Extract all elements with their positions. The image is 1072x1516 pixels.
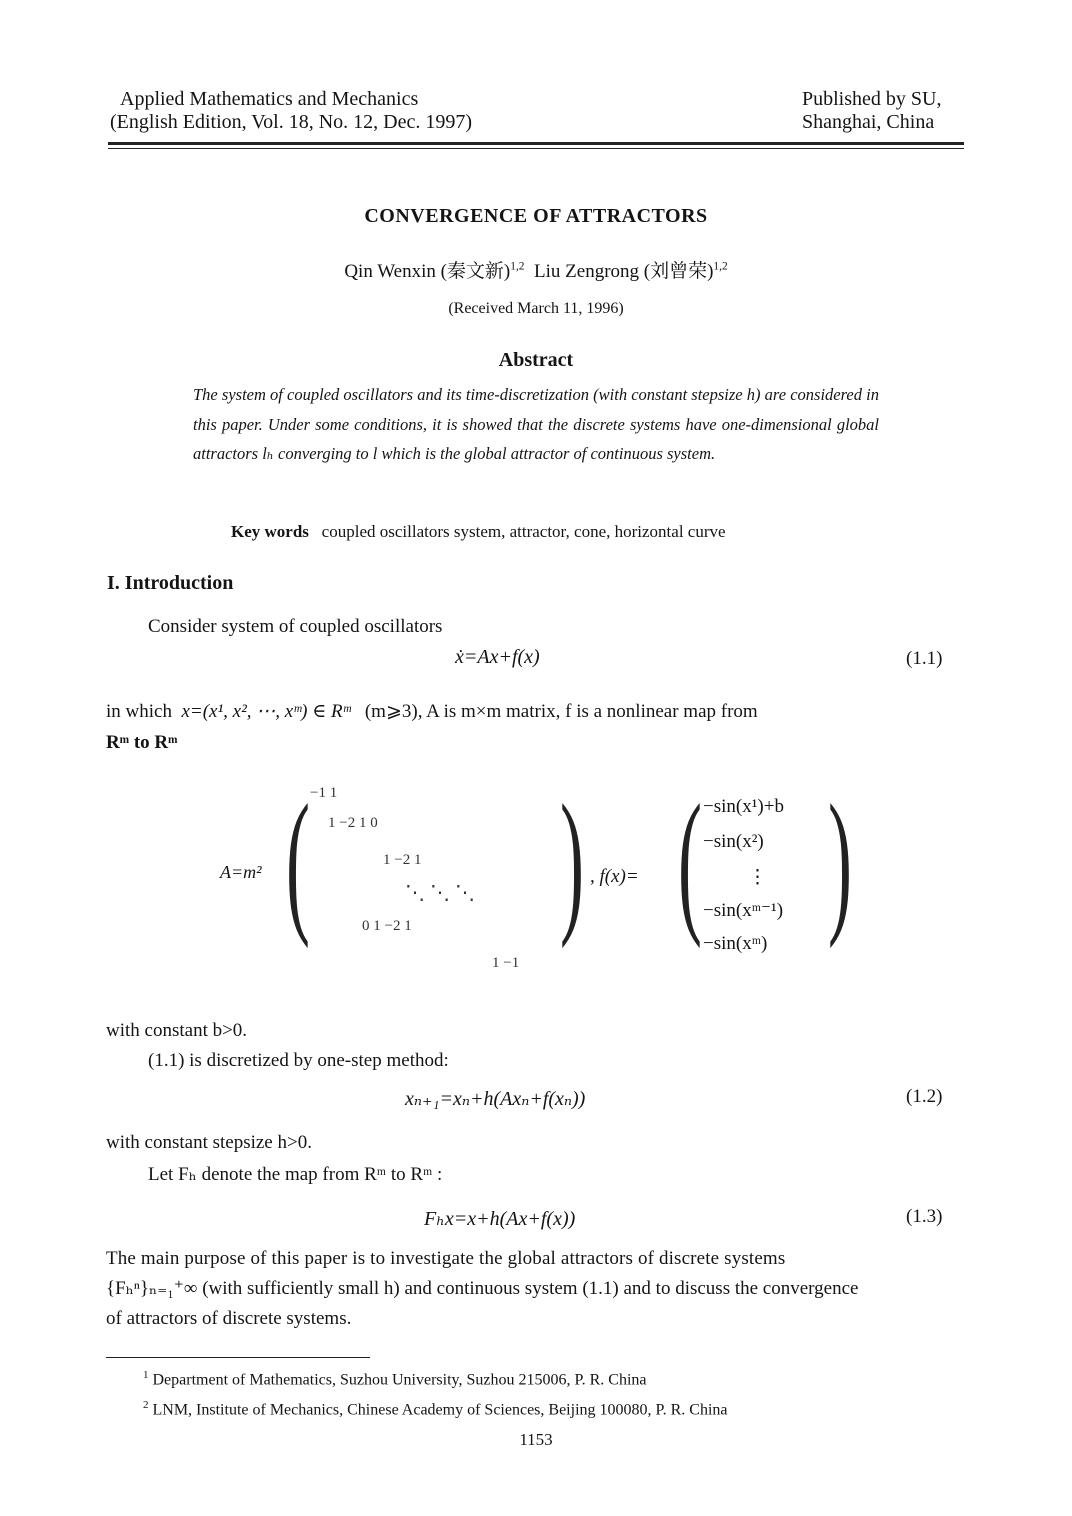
page-number: 1153 (519, 1430, 553, 1449)
intro-paragraph-3: with constant b>0. (106, 1020, 248, 1041)
abstract-text: The system of coupled oscillators and its time-discretization (with constant stepsize h) are considered in this paper. Under some conditions, it is showed that the discrete systems have one-dimensional global attractors lₕ converging to l which is the global attractor of continuous system. (193, 385, 879, 463)
fx-row: −sin(xᵐ⁻¹) (703, 900, 784, 921)
author-2-affiliation: 1,2 (713, 260, 728, 273)
paper-title: CONVERGENCE OF ATTRACTORS (364, 205, 708, 227)
footnote-2-text: LNM, Institute of Mechanics, Chinese Academy of Sciences, Beijing 100080, P. R. China (152, 1401, 728, 1419)
matrix-row: −1 1 (310, 785, 338, 801)
matrix-left-paren: ( (286, 771, 310, 949)
header-rule-thin (108, 148, 964, 149)
journal-name: Applied Mathematics and Mechanics (120, 88, 419, 110)
intro-paragraph-4: (1.1) is discretized by one-step method: (148, 1050, 449, 1071)
intro-paragraph-5: with constant stepsize h>0. (106, 1132, 312, 1153)
publisher-location: Shanghai, China (802, 111, 935, 133)
footnote-1-text: Department of Mathematics, Suzhou University, Suzhou 215006, P. R. China (152, 1371, 647, 1389)
fx-row: ⋮ (748, 867, 767, 888)
equation-1-1: ẋ=Ax+f(x) (455, 646, 540, 668)
intro-paragraph-2 (106, 697, 758, 727)
matrix-lhs: A=m² (220, 862, 262, 882)
matrix-row: 1 −2 1 (383, 852, 422, 868)
footnote-1 (143, 1369, 647, 1389)
equation-1-2: xₙ₊₁=xₙ+h(Axₙ+f(xₙ)) (405, 1088, 586, 1110)
intro-paragraph-1: Consider system of coupled oscillators (148, 616, 443, 637)
intro-paragraph-6: Let Fₕ denote the map from Rᵐ to Rᵐ : (148, 1164, 443, 1185)
p2-lead: in which (106, 701, 172, 722)
matrix-row: 1 −1 (492, 955, 520, 971)
p2-math: x=(x¹, x², ⋯, xᵐ) ∈ Rᵐ (181, 701, 351, 722)
author-1-affiliation: 1,2 (510, 260, 525, 273)
equation-1-2-number: (1.2) (906, 1086, 943, 1107)
fx-lhs: , f(x)= (590, 866, 639, 887)
footnote-1-mark: 1 (143, 1369, 149, 1381)
intro-paragraph-7-line-2: {Fₕⁿ}ₙ₌₁⁺∞ (with sufficiently small h) and continuous system (1.1) and to discuss the convergence (106, 1278, 859, 1299)
journal-edition: (English Edition, Vol. 18, No. 12, Dec. 1997) (110, 111, 473, 133)
keywords (231, 522, 726, 542)
publisher: Published by SU, (802, 88, 942, 110)
fx-row: −sin(x¹)+b (703, 796, 784, 817)
footnote-2-mark: 2 (143, 1399, 149, 1411)
keywords-text: coupled oscillators system, attractor, cone, horizontal curve (321, 522, 726, 541)
author-2: Liu Zengrong (刘曾荣) (534, 261, 714, 282)
equation-1-3-number: (1.3) (906, 1206, 943, 1227)
vector-left-paren: ( (678, 771, 702, 949)
footnote-2 (143, 1399, 728, 1419)
section-heading-introduction: I. Introduction (107, 572, 234, 594)
matrix-right-paren: ) (560, 771, 584, 949)
matrix-row: 1 −2 1 0 (328, 815, 378, 831)
intro-paragraph-7-line-1: The main purpose of this paper is to investigate the global attractors of discrete systems (106, 1248, 786, 1269)
fx-row: −sin(xᵐ) (703, 933, 768, 954)
authors (0, 256, 1072, 283)
vector-right-paren: ) (828, 771, 852, 949)
matrix-row: ⋱ ⋱ ⋱ (405, 882, 475, 904)
keywords-label: Key words (231, 522, 309, 541)
abstract-heading: Abstract (498, 349, 574, 371)
intro-paragraph-7-line-3: of attractors of discrete systems. (106, 1308, 352, 1329)
author-1: Qin Wenxin (秦文新) (344, 261, 511, 282)
equation-1-3: Fₕx=x+h(Ax+f(x)) (424, 1208, 576, 1230)
matrix-row: 0 1 −2 1 (362, 918, 412, 934)
received-date: (Received March 11, 1996) (448, 300, 624, 317)
fx-row: −sin(x²) (703, 831, 764, 852)
header-rule-thick (108, 142, 964, 145)
intro-paragraph-2-cont: Rᵐ to Rᵐ (106, 732, 178, 753)
footnote-rule (106, 1357, 370, 1358)
equation-1-1-number: (1.1) (906, 648, 943, 669)
p2-rest: (m⩾3), A is m×m matrix, f is a nonlinear map from (364, 701, 758, 722)
